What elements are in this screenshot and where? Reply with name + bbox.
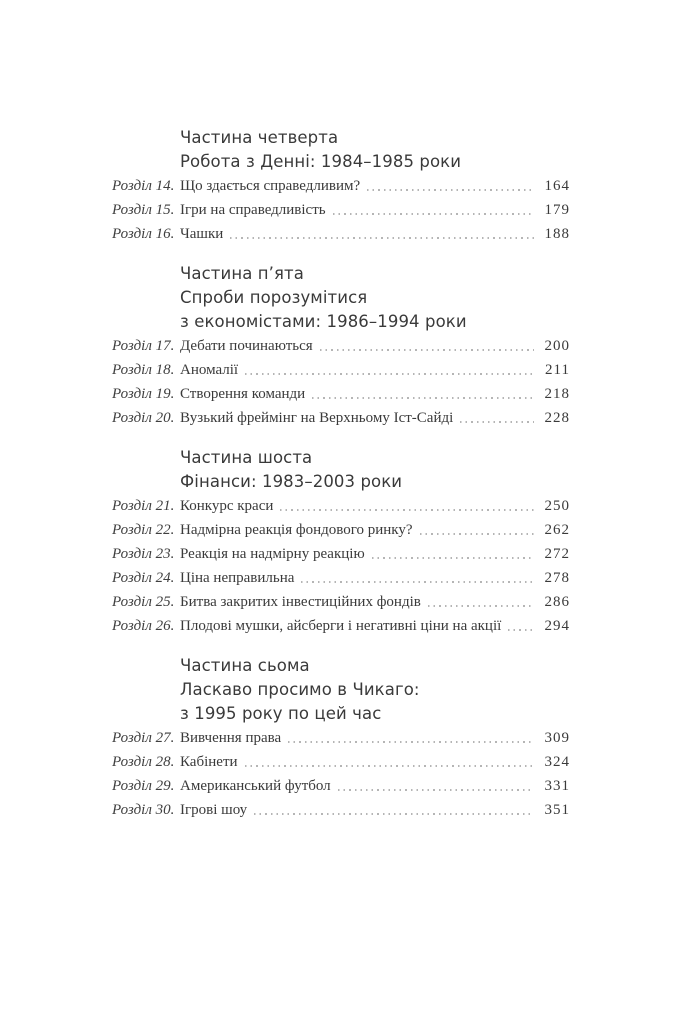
chapter-page-number: 188 <box>544 226 570 242</box>
chapter-title: Конкурс краси <box>180 498 274 514</box>
part-heading-line: з 1995 року по цей час <box>180 704 382 723</box>
toc-entry <box>112 774 570 798</box>
toc-entry <box>112 542 570 566</box>
chapter-title: Плодові мушки, айсберги і негативні ціни на акції <box>180 618 502 634</box>
toc-entry <box>112 518 570 542</box>
toc-entry <box>112 566 570 590</box>
chapter-page-number: 179 <box>544 202 570 218</box>
toc-entry <box>112 798 570 822</box>
chapter-title: Кабінети <box>180 754 238 770</box>
chapter-label: Розділ 18. <box>112 362 175 378</box>
part-section <box>112 446 570 638</box>
chapter-label: Розділ 29. <box>112 778 175 794</box>
chapter-page-number: 200 <box>544 338 570 354</box>
dot-leader <box>245 765 534 767</box>
chapter-title: Ціна неправильна <box>180 570 295 586</box>
toc-entry <box>112 406 570 430</box>
chapter-page-number: 164 <box>544 178 570 194</box>
part-heading-line: Частина сьома <box>180 656 310 675</box>
chapter-title: Ігрові шоу <box>180 802 248 818</box>
dot-leader <box>460 421 534 423</box>
chapter-label: Розділ 20. <box>112 410 175 426</box>
chapter-label: Розділ 26. <box>112 618 175 634</box>
toc-entry <box>112 222 570 246</box>
dot-leader <box>312 397 534 399</box>
dot-leader <box>245 373 534 375</box>
toc-entry <box>112 198 570 222</box>
chapter-title: Створення команди <box>180 386 306 402</box>
dot-leader <box>280 509 534 511</box>
chapter-page-number: 250 <box>544 498 570 514</box>
chapter-page-number: 324 <box>544 754 570 770</box>
chapter-title: Надмірна реакція фондового ринку? <box>180 522 413 538</box>
chapter-label: Розділ 16. <box>112 226 175 242</box>
toc-entry <box>112 590 570 614</box>
chapter-title: Що здається справедливим? <box>180 178 361 194</box>
part-section <box>112 654 570 822</box>
part-section <box>112 126 570 246</box>
part-heading <box>180 446 570 494</box>
part-heading <box>180 262 570 334</box>
toc-entry <box>112 382 570 406</box>
chapter-title: Вивчення права <box>180 730 282 746</box>
dot-leader <box>333 213 534 215</box>
chapter-title: Битва закритих інвестиційних фондів <box>180 594 421 610</box>
chapter-page-number: 262 <box>544 522 570 538</box>
chapter-page-number: 331 <box>544 778 570 794</box>
part-heading-line: з економістами: 1986–1994 роки <box>180 312 467 331</box>
dot-leader <box>372 557 534 559</box>
chapter-title: Вузький фреймінг на Верхньому Іст-Сайді <box>180 410 454 426</box>
dot-leader <box>320 349 534 351</box>
toc-entry <box>112 494 570 518</box>
chapter-label: Розділ 28. <box>112 754 175 770</box>
chapter-page-number: 272 <box>544 546 570 562</box>
chapter-page-number: 351 <box>544 802 570 818</box>
part-section <box>112 262 570 430</box>
chapter-title: Дебати починаються <box>180 338 313 354</box>
part-heading-line: Частина п’ята <box>180 264 304 283</box>
chapter-page-number: 228 <box>544 410 570 426</box>
part-heading <box>180 654 570 726</box>
chapter-page-number: 294 <box>544 618 570 634</box>
chapter-page-number: 309 <box>544 730 570 746</box>
chapter-label: Розділ 15. <box>112 202 175 218</box>
chapter-label: Розділ 17. <box>112 338 175 354</box>
dot-leader <box>420 533 534 535</box>
chapter-label: Розділ 23. <box>112 546 175 562</box>
part-heading-line: Фінанси: 1983–2003 роки <box>180 472 403 491</box>
chapter-title: Аномалії <box>180 362 239 378</box>
chapter-label: Розділ 27. <box>112 730 175 746</box>
toc-entry <box>112 614 570 638</box>
dot-leader <box>367 189 534 191</box>
dot-leader <box>288 741 534 743</box>
chapter-label: Розділ 25. <box>112 594 175 610</box>
toc-entry <box>112 334 570 358</box>
chapter-label: Розділ 19. <box>112 386 175 402</box>
dot-leader <box>508 629 534 631</box>
dot-leader <box>428 605 534 607</box>
toc-entry <box>112 358 570 382</box>
chapter-page-number: 278 <box>544 570 570 586</box>
chapter-title: Реакція на надмірну реакцію <box>180 546 365 562</box>
chapter-title: Американський футбол <box>180 778 331 794</box>
chapter-label: Розділ 30. <box>112 802 175 818</box>
part-heading-line: Ласкаво просимо в Чикаго: <box>180 680 420 699</box>
chapter-label: Розділ 24. <box>112 570 175 586</box>
table-of-contents <box>112 126 570 822</box>
chapter-label: Розділ 14. <box>112 178 175 194</box>
toc-entry <box>112 726 570 750</box>
part-heading-line: Робота з Денні: 1984–1985 роки <box>180 152 462 171</box>
dot-leader <box>254 813 534 815</box>
chapter-title: Чашки <box>180 226 224 242</box>
chapter-page-number: 211 <box>545 362 570 378</box>
chapter-label: Розділ 22. <box>112 522 175 538</box>
part-heading-line: Частина четверта <box>180 128 339 147</box>
part-heading <box>180 126 570 174</box>
part-heading-line: Спроби порозумітися <box>180 288 368 307</box>
dot-leader <box>230 237 534 239</box>
toc-entry <box>112 174 570 198</box>
toc-entry <box>112 750 570 774</box>
chapter-label: Розділ 21. <box>112 498 175 514</box>
part-heading-line: Частина шоста <box>180 448 313 467</box>
chapter-page-number: 218 <box>544 386 570 402</box>
chapter-title: Ігри на справедливість <box>180 202 326 218</box>
chapter-page-number: 286 <box>544 594 570 610</box>
dot-leader <box>301 581 534 583</box>
dot-leader <box>338 789 534 791</box>
